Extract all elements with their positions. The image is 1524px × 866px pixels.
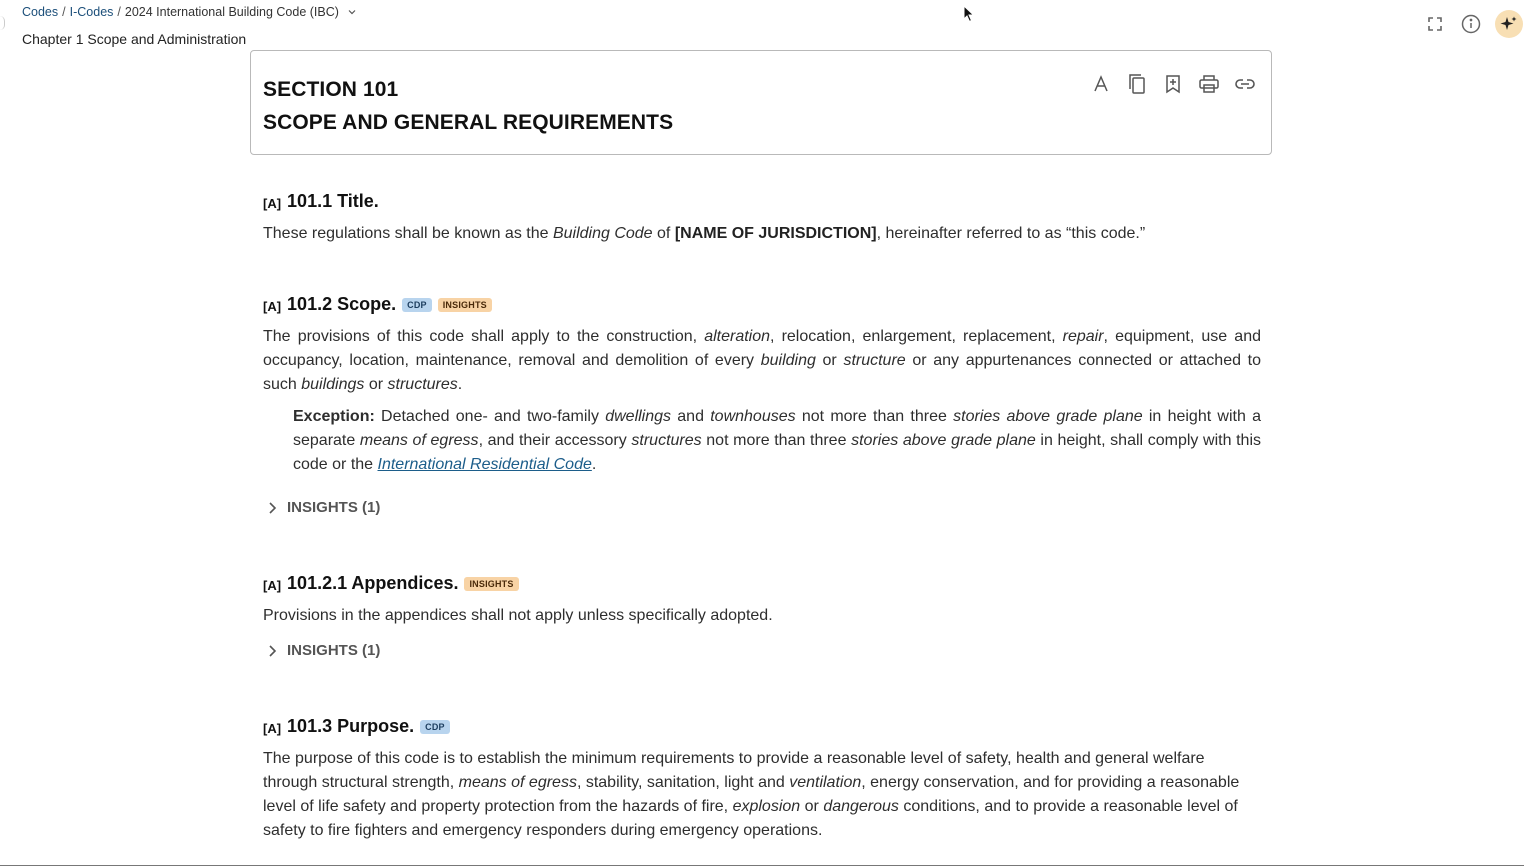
paragraph-101-2 [263, 325, 1261, 397]
chevron-right-icon [267, 501, 277, 515]
section-heading-101-2-1 [263, 573, 519, 594]
text: not more than three [795, 408, 954, 425]
section-title: SCOPE AND GENERAL REQUIREMENTS [263, 111, 674, 134]
defined-term: stories above grade plane [953, 408, 1143, 425]
defined-term: means of egress [359, 432, 479, 449]
text: not more than three [701, 432, 852, 449]
breadcrumb-separator: / [117, 5, 121, 19]
admin-tag: [A] [263, 195, 282, 211]
chevron-down-icon[interactable] [347, 7, 357, 17]
exception-101-2 [293, 405, 1261, 477]
text: or any appurtenances connected or attached to such [263, 352, 1262, 393]
header [22, 5, 357, 47]
text: , and their accessory [478, 432, 632, 449]
section-heading-101-3 [263, 716, 450, 737]
admin-tag: [A] [263, 298, 282, 314]
text: of [652, 225, 675, 242]
text: or [364, 376, 388, 393]
chevron-right-icon [267, 644, 277, 658]
section-heading-101-1 [263, 191, 379, 212]
cdp-badge[interactable]: CDP [420, 720, 450, 734]
text: or [815, 352, 844, 369]
breadcrumb-icodes[interactable]: I-Codes [69, 5, 114, 19]
defined-term: ventilation [789, 774, 862, 791]
text: , stability, sanitation, light and [576, 774, 790, 791]
breadcrumb-separator: / [62, 5, 66, 19]
defined-term: repair [1062, 328, 1104, 345]
cdp-badge[interactable]: CDP [402, 298, 432, 312]
text: . [591, 456, 597, 473]
defined-term: building [760, 352, 816, 369]
defined-term: alteration [704, 328, 771, 345]
admin-tag: [A] [263, 577, 282, 593]
defined-term: buildings [301, 376, 365, 393]
breadcrumb-codes[interactable]: Codes [22, 5, 59, 19]
text: in height, shall comply with this code or the [293, 432, 1262, 473]
mouse-cursor-icon [963, 5, 975, 28]
chapter-title: Chapter 1 Scope and Administration [22, 31, 247, 47]
defined-term: explosion [732, 798, 801, 815]
info-icon[interactable] [1459, 12, 1483, 36]
insights-toggle-label: INSIGHTS (1) [287, 642, 381, 659]
text: . [457, 376, 463, 393]
defined-term: dwellings [605, 408, 672, 425]
jurisdiction-placeholder: [NAME OF JURISDICTION] [674, 225, 877, 242]
link-icon[interactable] [1233, 72, 1257, 96]
insights-toggle-label: INSIGHTS (1) [287, 499, 381, 516]
insights-toggle-101-2-1[interactable] [267, 642, 380, 659]
ai-sparkle-icon[interactable] [1495, 10, 1523, 38]
print-icon[interactable] [1197, 72, 1221, 96]
section-heading-title[interactable]: 101.3 Purpose. [287, 716, 415, 736]
insights-toggle-101-2[interactable] [267, 499, 380, 516]
irc-link[interactable]: International Residential Code [377, 456, 592, 473]
top-actions [1411, 10, 1524, 38]
text: These regulations shall be known as the [263, 225, 553, 242]
paragraph-101-2-1: Provisions in the appendices shall not apply unless specifically adopted. [263, 607, 773, 624]
defined-term: townhouses [710, 408, 796, 425]
section-toolbar [1089, 72, 1257, 96]
admin-tag: [A] [263, 720, 282, 736]
section-heading-title[interactable]: 101.2 Scope. [287, 294, 397, 314]
section-number: SECTION 101 [263, 78, 399, 101]
text: , equipment, use and occupancy, location, maintenance, removal and demolition of every [263, 328, 1262, 369]
text: The purpose of this code is to establish the minimum requirements to provide a reasonable level of safety, health and general welfare through structural strength, [263, 750, 1205, 791]
bookmark-add-icon[interactable] [1161, 72, 1185, 96]
section-heading-101-2 [263, 294, 492, 315]
text: , energy conservation, and for providing a reasonable level of life safety and property protection from the hazards of fire, [263, 774, 1240, 815]
text: The provisions of this code shall apply to the construction, [263, 328, 705, 345]
paragraph-101-3 [263, 747, 1248, 843]
text: , hereinafter referred to as “this code.” [876, 225, 1146, 242]
sidebar-collapse-handle[interactable] [0, 16, 5, 30]
section-heading-title[interactable]: 101.2.1 Appendices. [287, 573, 459, 593]
text: conditions, and to provide a reasonable level of safety to fire fighters and emergency responders during emergency operations. [263, 798, 1238, 839]
defined-term: Building Code [552, 225, 653, 242]
paragraph-101-1 [263, 222, 1261, 246]
defined-term: structure [843, 352, 906, 369]
text: and [671, 408, 711, 425]
defined-term: structures [631, 432, 702, 449]
insights-badge[interactable]: INSIGHTS [438, 298, 492, 312]
exception-label: Exception: [293, 408, 375, 425]
text: in height with a separate [293, 408, 1262, 449]
copy-icon[interactable] [1125, 72, 1149, 96]
text: or [800, 798, 824, 815]
defined-term: means of egress [458, 774, 577, 791]
text: , relocation, enlargement, replacement, [770, 328, 1063, 345]
insights-badge[interactable]: INSIGHTS [464, 577, 518, 591]
text: Detached one- and two-family [374, 408, 606, 425]
defined-term: structures [387, 376, 458, 393]
defined-term: stories above grade plane [851, 432, 1036, 449]
section-header-card [250, 50, 1272, 155]
text-style-icon[interactable] [1089, 72, 1113, 96]
defined-term: dangerous [823, 798, 899, 815]
fullscreen-icon[interactable] [1423, 12, 1447, 36]
section-heading-title[interactable]: 101.1 Title. [287, 191, 379, 211]
breadcrumb-current-book[interactable]: 2024 International Building Code (IBC) [124, 5, 339, 19]
breadcrumb [22, 5, 357, 19]
